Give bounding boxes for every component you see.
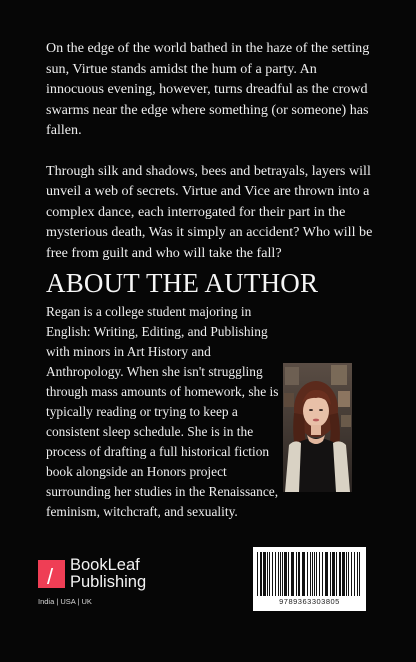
barcode-bar [282, 552, 283, 596]
barcode-bar [319, 552, 320, 596]
author-bio: Regan is a college student majoring in English: Writing, Editing, and Publishing with minors in Art History and Anthropology. When she isn't struggling through mass amounts of homework, she is typically reading or trying to keep a consistent sleep schedule. She is in the process of drafting a full historical fiction book alongside an Honors project surrounding her studies in the Renaissance, feminism, witchcraft, and sexuality. [46, 304, 279, 519]
barcode-bar [316, 552, 317, 596]
barcode-bar [298, 552, 300, 596]
barcode-bar [310, 552, 311, 596]
barcode-bar [312, 552, 313, 596]
blurb-paragraph-2: Through silk and shadows, bees and betrayals, layers will unveil a web of secrets. Virtue and Vice are thrown into a complex dance, each interrogated for their part in the mysterious death, Was it simply an accident? Who will be free from guilt and who will take the fall? [46, 162, 373, 261]
publisher-name-line-2: Publishing [70, 573, 147, 591]
book-blurb [46, 38, 376, 283]
barcode-bar [291, 552, 294, 596]
publisher-name-line-1: BookLeaf [70, 556, 140, 574]
barcode-bar [280, 552, 281, 596]
barcode-bar [322, 552, 323, 596]
barcode-bar [284, 552, 287, 596]
barcode-bar [267, 552, 268, 596]
barcode-bar [302, 552, 305, 596]
barcode-bar [336, 552, 337, 596]
barcode-bar [346, 552, 347, 596]
about-author-heading: ABOUT THE AUTHOR [46, 268, 319, 298]
barcode-icon [257, 552, 362, 596]
barcode-bar [354, 552, 355, 596]
barcode-bar [269, 552, 270, 596]
barcode-bar [278, 552, 279, 596]
barcode-bar [296, 552, 297, 596]
barcode-bar [330, 552, 331, 596]
barcode-bar [325, 552, 328, 596]
isbn-barcode [253, 547, 366, 611]
barcode-bar [339, 552, 341, 596]
blurb-paragraph-1: On the edge of the world bathed in the haze of the setting sun, Virtue stands amidst the hum of a party. An innocuous evening, however, turns dreadful as the crowd swarms near the edge where something (or someone) has fallen. [46, 40, 370, 138]
barcode-bar [272, 552, 273, 596]
publisher-logo [38, 557, 158, 607]
barcode-bar [288, 552, 289, 596]
isbn-number: 9789363303805 [279, 597, 340, 606]
author-photo [283, 363, 352, 492]
barcode-bar [332, 552, 335, 596]
author-portrait-image [283, 363, 352, 492]
barcode-bar [342, 552, 345, 596]
barcode-bar [307, 552, 308, 596]
barcode-bar [257, 552, 258, 596]
barcode-bar [357, 552, 358, 596]
publisher-regions: India | USA | UK [38, 597, 92, 606]
barcode-bar [348, 552, 349, 596]
barcode-bar [260, 552, 262, 596]
barcode-bar [359, 552, 360, 596]
publisher-logo-mark [38, 560, 65, 588]
barcode-bar [275, 552, 276, 596]
barcode-bar [263, 552, 266, 596]
barcode-bar [314, 552, 315, 596]
publisher-name [70, 557, 146, 591]
logo-slash-icon: / [47, 564, 54, 589]
barcode-bar [351, 552, 352, 596]
